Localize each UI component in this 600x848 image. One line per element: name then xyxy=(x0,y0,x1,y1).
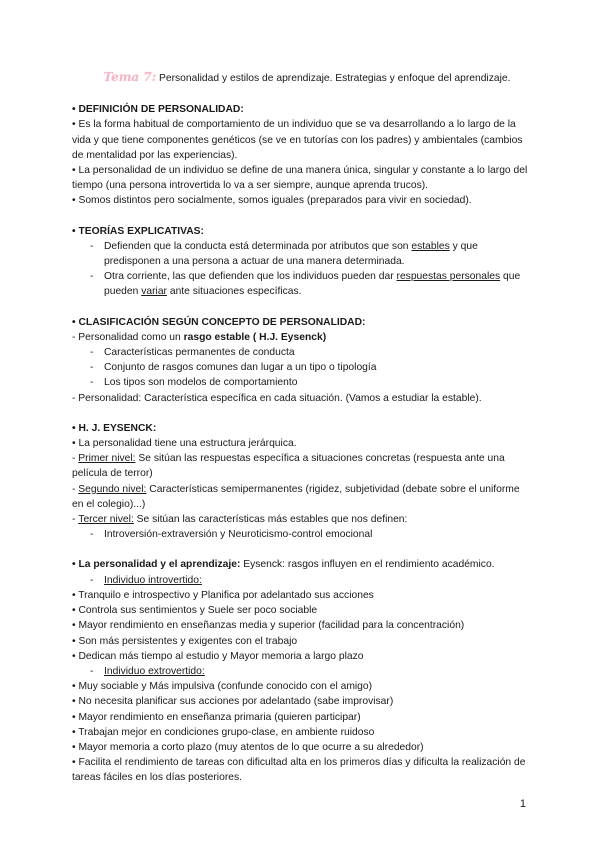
list-item: - Conjunto de rasgos comunes dan lugar a un tipo o tipología xyxy=(90,362,377,374)
section-heading: • TEORÍAS EXPLICATIVAS: xyxy=(72,225,204,237)
section-heading: • CLASIFICACIÓN SEGÚN CONCEPTO DE PERSONALIDAD: xyxy=(72,316,366,328)
paragraph: • La personalidad de un individuo se define de una manera única, singular y constante a lo largo del tiempo (una persona introvertida lo va a ser siempre, aunque aprenda trucos). xyxy=(72,165,528,192)
level-paragraph: - Segundo nivel: Características semipermanentes (rigidez, subjetividad (debate sobre el uniforme en el colegio)...) xyxy=(72,483,520,510)
topic-label: Tema 7: xyxy=(103,70,157,84)
section-eysenck xyxy=(72,421,532,543)
list-item: • Facilita el rendimiento de tareas con dificultad alta en los primeros días y dificulta la realización de tareas fáciles en los días posteriores. xyxy=(72,757,526,784)
list-item: • Mayor rendimiento en enseñanzas media y superior (facilidad para la concentración) xyxy=(72,620,465,632)
list-item: - Los tipos son modelos de comportamiento xyxy=(90,377,298,389)
subheading: - Individuo introvertido: xyxy=(90,574,202,586)
list-item: • Mayor memoria a corto plazo (muy atentos de lo que ocurre a su alrededor) xyxy=(72,741,424,753)
section-heading: • La personalidad y el aprendizaje: Eysenck: rasgos influyen en el rendimiento académico. xyxy=(72,559,495,571)
subheading: - Individuo extrovertido: xyxy=(90,665,205,677)
underlined-term: respuestas personales xyxy=(396,271,501,283)
underlined-term: variar xyxy=(141,286,167,298)
list-item: • No necesita planificar sus acciones por adelantado (sabe improvisar) xyxy=(72,696,394,708)
section-clasificacion xyxy=(72,315,532,406)
list-item: • Tranquilo e introspectivo y Planifica por adelantado sus acciones xyxy=(72,589,374,601)
list-item: • Controla sus sentimientos y Suele ser poco sociable xyxy=(72,605,318,617)
section-aprendizaje xyxy=(72,557,532,785)
list-item: • Trabajan mejor en condiciones grupo-clase, en ambiente ruidoso xyxy=(72,726,375,738)
page-number: 1 xyxy=(519,798,526,810)
paragraph: • La personalidad tiene una estructura jerárquica. xyxy=(72,438,297,450)
section-heading: • H. J. EYSENCK: xyxy=(72,422,157,434)
underlined-term: estables xyxy=(411,240,450,252)
list-item: - Otra corriente, las que defienden que los individuos pueden dar respuestas personales que pueden variar ante situaciones específicas. xyxy=(90,271,521,298)
section-teorias xyxy=(72,224,532,300)
document-page xyxy=(72,70,532,801)
level-paragraph: - Tercer nivel: Se sitúan las características más estables que nos definen: xyxy=(72,514,408,526)
title-text: Personalidad y estilos de aprendizaje. Estrategias y enfoque del aprendizaje. xyxy=(156,73,511,84)
section-definicion xyxy=(72,102,532,208)
bold-term: rasgo estable ( H.J. Eysenck) xyxy=(183,331,327,343)
list-item: - Defienden que la conducta está determinada por atributos que son estables y que predisponen a una persona a actuar de una manera determinada. xyxy=(90,240,478,268)
document-title xyxy=(82,70,532,86)
list-item: - Introversión-extraversión y Neuroticismo-control emocional xyxy=(90,529,373,541)
level-paragraph: - Primer nivel: Se sitúan las respuestas específica a situaciones concretas (respuesta ante una película de terror) xyxy=(72,453,505,480)
paragraph: • Es la forma habitual de comportamiento de un individuo que se va desarrollando a lo largo de la vida y que tiene componentes genéticos (se ve en tutorías con los padres) y ambientales (cambios de mentalidad por las experiencias). xyxy=(72,119,523,161)
section-heading: • DEFINICIÓN DE PERSONALIDAD: xyxy=(72,104,244,116)
paragraph: • Somos distintos pero socialmente, somos iguales (preparados para vivir en sociedad). xyxy=(72,195,472,207)
paragraph: - Personalidad: Característica específica en cada situación. (Vamos a estudiar la estable). xyxy=(72,392,482,404)
list-item: • Mayor rendimiento en enseñanza primaria (quieren participar) xyxy=(72,711,361,723)
paragraph: - Personalidad como un rasgo estable ( H.J. Eysenck) xyxy=(72,331,327,343)
list-item: • Dedican más tiempo al estudio y Mayor memoria a largo plazo xyxy=(72,650,364,662)
list-item: - Características permanentes de conducta xyxy=(90,347,295,359)
list-item: • Son más persistentes y exigentes con el trabajo xyxy=(72,635,298,647)
list-item: • Muy sociable y Más impulsiva (confunde conocido con el amigo) xyxy=(72,681,373,693)
